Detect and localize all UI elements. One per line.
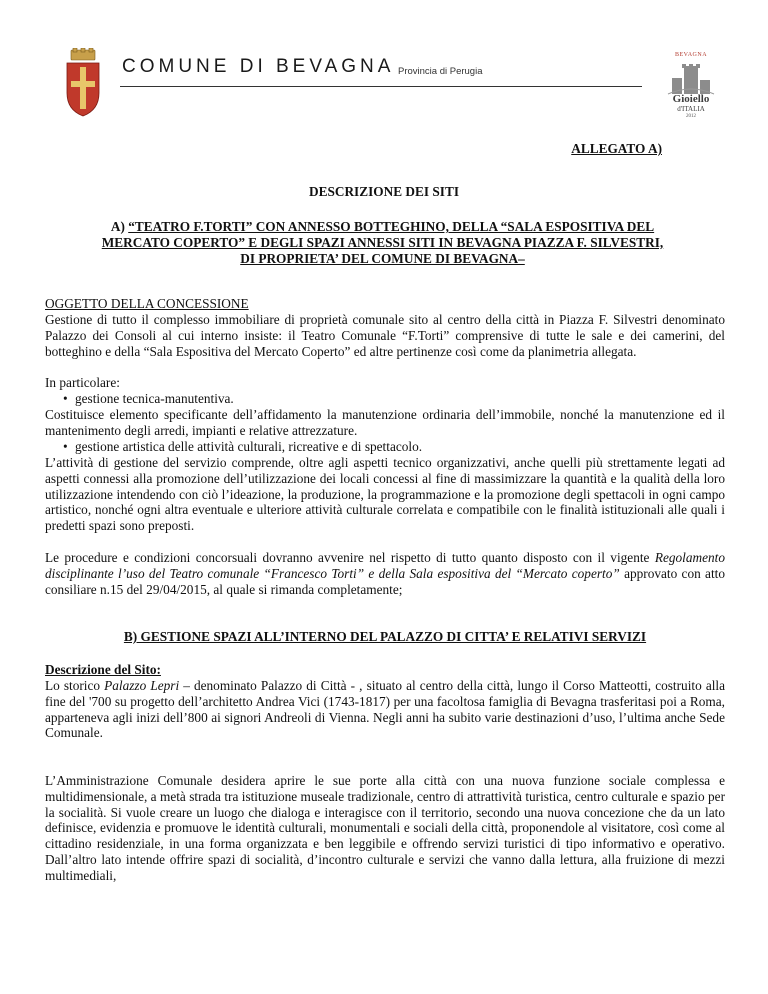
procedure-text-1: Le procedure e condizioni concorsuali dovranno avvenire nel rispetto di tutto quanto disposto con il vigente xyxy=(45,550,655,565)
badge-word2: d'ITALIA xyxy=(677,105,705,113)
bullet-dot-icon: • xyxy=(63,439,68,454)
attivita-paragraph: L’attività di gestione del servizio comprende, oltre agli aspetti tecnico organizzativi, anche quelli più strettamente legati ad aspetti connessi alla promozione dell’utilizzazione dei locali concessi al fine di massimizzare la quantità e la qualità della loro utilizzazione intendendo con ciò l’ideazione, la produzione, la programmazione e la promozione degli spettacoli in ogni campo artistico, nonché ogni altra eventuale e ulteriore attività culturale correlata e compatibile con le finalità istituzionali alle quali i predetti spazi sono preposti. xyxy=(45,455,725,534)
procedure-text-2: approvato con atto consiliare n.15 del 29/04/2015, al quale si rimanda completamente; xyxy=(45,565,725,597)
in-particolare-label: In particolare: xyxy=(45,375,120,390)
oggetto-heading: OGGETTO DELLA CONCESSIONE xyxy=(45,296,249,311)
section-title: DESCRIZIONE DEI SITI xyxy=(308,184,459,199)
badge-word1: Gioiello xyxy=(672,93,710,105)
procedure-paragraph xyxy=(45,550,725,597)
section-b-title: B) GESTIONE SPAZI ALL’INTERNO DEL PALAZZO DI CITTA’ E RELATIVI SERVIZI xyxy=(123,629,647,644)
amministrazione-paragraph: L’Amministrazione Comunale desidera aprire le sue porte alla città con una nuova funzione sociale complessa e multidimensionale, a metà strada tra istituzione museale tradizionale, centro di attrattività turistica, centro culturale e spazio per la socialità. Si vuole creare un luogo che dialoga e interagisce con il territorio, secondo una nuova concezione che da un lato definisce, evidenzia e promuove le identità culturali, monumentali e sociali della città, proponendole al visitatore, così come al cittadino residenziale, in una forma organizzata e ben leggibile e offrendo servizi turistici di tipo informativo e operativo. Dall’altro lato intende offrire spazi di socialità, d’incontro culturale e servizi che vanno dalla lettura, alla fruizione di mezzi multimediali, xyxy=(45,773,725,883)
descrizione-sito-heading: Descrizione del Sito: xyxy=(45,662,161,677)
costituisce-paragraph: Costituisce elemento specificante dell’affidamento la manutenzione ordinaria dell’immobile, nonché la manutenzione ed il mantenimento degli arredi, impianti e relative attrezzature. xyxy=(45,407,725,438)
section-a-title xyxy=(100,219,665,266)
bullet-dot-icon: • xyxy=(63,391,68,406)
allegato-label: ALLEGATO A) xyxy=(571,141,662,156)
regolamento-title: Regolamento disciplinante l’uso del Teatro comunale “Francesco Torti” e della Sala espositiva del “Mercato coperto” xyxy=(45,550,725,581)
bullet-item xyxy=(63,439,423,455)
badge-year: 2012 xyxy=(686,114,696,119)
municipality-title: COMUNE DI BEVAGNA xyxy=(122,56,395,77)
desc-text-2: – denominato Palazzo di Città - , situato al centro della città, lungo il Corso Matteotti, costruito alla fine del '700 su progetto dell’architetto Andrea Vici (1743-1817) per una facoltosa famiglia di Bevagna trasferitasi poi a Roma, apparteneva agli inizi dell’800 ai signori Andreoli di Vienna. Negli anni ha subito varie destinazioni d’uso, l’ultima anche Sede Comunale. xyxy=(45,678,726,741)
section-a-prefix: A) xyxy=(110,219,125,234)
section-a-title-text: “TEATRO F.TORTI” CON ANNESSO BOTTEGHINO, DELLA “SALA ESPOSITIVA DEL MERCATO COPERTO” E DEGLI SPAZI ANNESSI SITI IN BEVAGNA PIAZZA F. SILVESTRI, DI PROPRIETA’ DEL COMUNE DI BEVAGNA– xyxy=(101,219,664,266)
header-divider xyxy=(120,86,642,87)
bullet-item xyxy=(63,391,234,407)
oggetto-paragraph: Gestione di tutto il complesso immobiliare di proprietà comunale sito al centro della città in Piazza F. Silvestri denominato Palazzo dei Consoli al cui interno insiste: il Teatro Comunale “F.Torti” comprensive di tutte le sale e dei camerini, del botteghino e della “Sala Espositiva del Mercato Coperto” ed altre pertinenze così come da planimetria allegata. xyxy=(45,312,725,359)
palazzo-lepri-name: Palazzo Lepri xyxy=(104,678,180,693)
descrizione-sito-paragraph xyxy=(45,678,725,741)
province-label: Provincia di Perugia xyxy=(398,66,483,77)
bullet-text: gestione artistica delle attività culturali, ricreative e di spettacolo. xyxy=(75,439,423,454)
badge-town-label: BEVAGNA xyxy=(674,52,708,58)
municipal-crest-icon xyxy=(63,48,103,118)
bullet-text: gestione tecnica-manutentiva. xyxy=(75,391,234,406)
desc-text-1: Lo storico xyxy=(45,678,105,693)
